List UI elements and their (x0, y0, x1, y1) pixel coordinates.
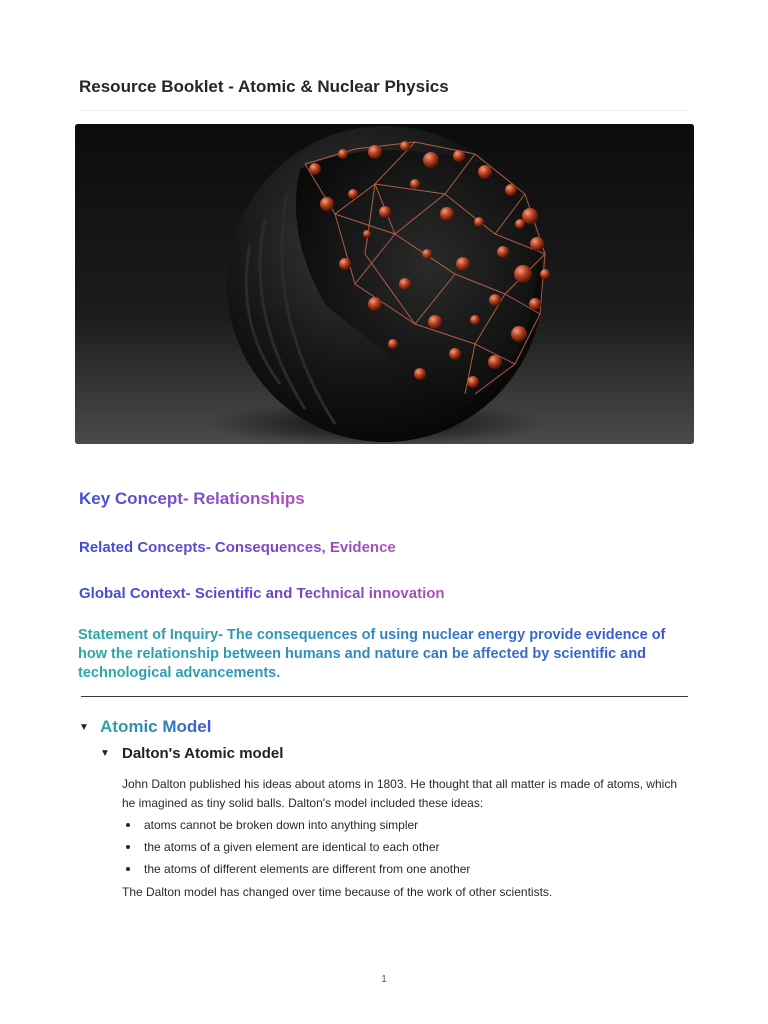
related-concepts-heading: Related Concepts- Consequences, Evidence (79, 539, 396, 556)
toggle-dalton-model[interactable] (100, 745, 283, 762)
dalton-intro-paragraph: John Dalton published his ideas about atoms in 1803. He thought that all matter is made of atoms, which he imagined as tiny solid balls. Dalton's model included these ideas: (122, 777, 677, 810)
statement-of-inquiry: Statement of Inquiry- The consequences of using nuclear energy provide evidence of how the relationship between humans and nature can be affected by scientific and technological advancements. (78, 626, 688, 683)
page-title: Resource Booklet - Atomic & Nuclear Physics (79, 77, 449, 96)
title-divider (79, 110, 689, 111)
dalton-model-heading: Dalton's Atomic model (122, 745, 284, 762)
atomic-model-heading: Atomic Model (100, 717, 212, 736)
list-item: the atoms of a given element are identical to each other (122, 838, 470, 860)
key-concept-heading: Key Concept- Relationships (79, 489, 305, 508)
page-number: 1 (381, 974, 387, 985)
dalton-ideas-list (122, 816, 470, 882)
list-item: the atoms of different elements are different from one another (122, 860, 470, 882)
list-item: atoms cannot be broken down into anything simpler (122, 816, 470, 838)
toggle-atomic-model[interactable] (79, 717, 211, 737)
global-context-heading: Global Context- Scientific and Technical innovation (79, 585, 445, 602)
hero-image (75, 124, 694, 444)
caret-down-icon[interactable]: ▼ (100, 748, 110, 759)
caret-down-icon[interactable]: ▼ (79, 721, 89, 733)
section-divider (81, 696, 688, 697)
atom-sphere-image (75, 124, 694, 444)
dalton-outro-paragraph: The Dalton model has changed over time because of the work of other scientists. (122, 885, 553, 899)
